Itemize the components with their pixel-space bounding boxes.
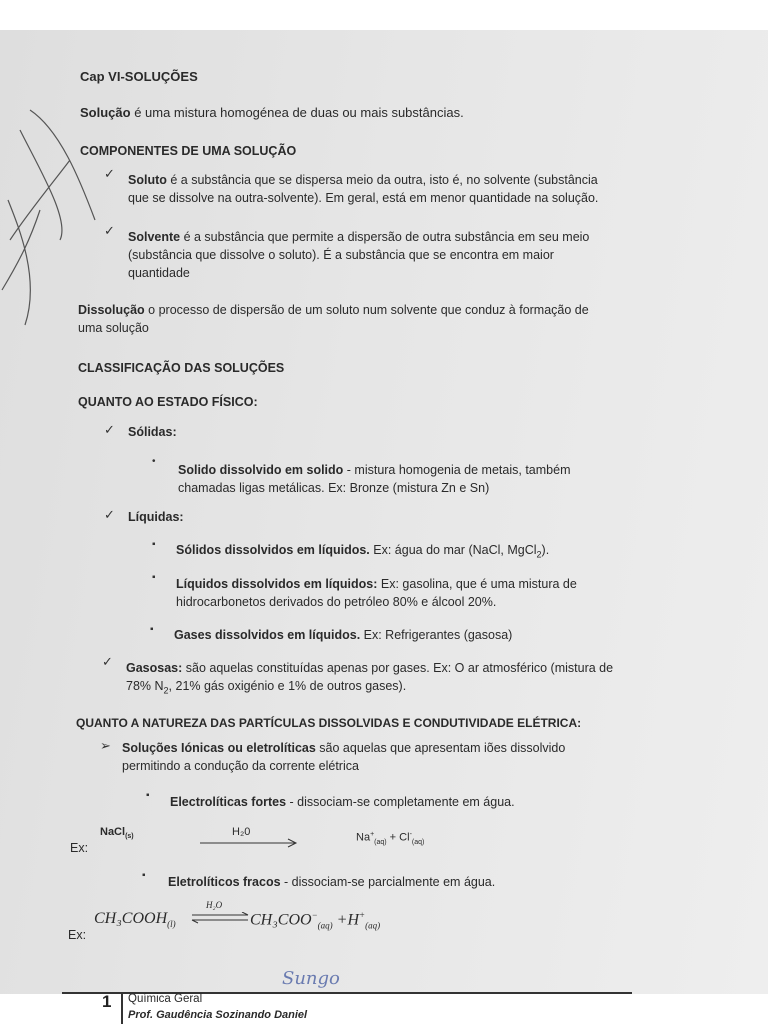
equilibrium-arrow bbox=[190, 912, 250, 924]
solvente-line1: Solvente é a substância que permite a dispersão de outra substância em seu meio bbox=[128, 230, 590, 244]
liquidas-item2-line2: hidrocarbonetos derivados do petróleo 80% e álcool 20%. bbox=[176, 595, 497, 609]
dissolucao-line2: uma solução bbox=[78, 321, 149, 335]
ionicas-line2: permitindo a condução da corrente elétrica bbox=[122, 759, 359, 773]
example1-reactant: NaCl$_{(s)}$ bbox=[100, 826, 134, 841]
liquidas-item1: Sólidos dissolvidos em líquidos. Ex: água do mar (NaCl, MgCl$_2$). bbox=[176, 543, 550, 560]
fortes-line: Electrolíticas fortes - dissociam-se completamente em água. bbox=[170, 795, 515, 809]
example2-solvent: H₂O bbox=[206, 900, 223, 910]
footer-course: Química Geral bbox=[128, 993, 203, 1005]
soluto-line2: que se dissolve na outra-solvente). Em geral, está em menor quantidade na solução. bbox=[128, 191, 599, 205]
solidas-item-line2: chamadas ligas metálicas. Ex: Bronze (mistura Zn e Sn) bbox=[178, 481, 490, 495]
page-number: 1 bbox=[102, 992, 112, 1011]
components-heading: COMPONENTES DE UMA SOLUÇÃO bbox=[80, 144, 297, 158]
solvente-line2: (substância que dissolve o soluto). É a substância que se encontra em maior bbox=[128, 248, 554, 262]
footer-separator bbox=[121, 992, 123, 1024]
fracos-line: Eletrolíticos fracos - dissociam-se parcialmente em água. bbox=[168, 875, 496, 889]
bullet-icon: ▪ bbox=[146, 790, 150, 801]
example1-solvent: H₂0 bbox=[232, 826, 251, 838]
example2-label: Ex: bbox=[68, 928, 87, 942]
check-icon: ✓ bbox=[102, 654, 113, 669]
bullet-icon: ▪ bbox=[150, 624, 154, 635]
check-icon: ✓ bbox=[104, 223, 115, 238]
gasosas-line1: Gasosas: são aquelas constituídas apenas por gases. Ex: O ar atmosférico (mistura de bbox=[126, 661, 614, 675]
page-title: Cap VI-SOLUÇÕES bbox=[80, 69, 198, 84]
check-icon: ✓ bbox=[104, 166, 115, 181]
example1-label: Ex: bbox=[70, 841, 89, 855]
gasosas-line2: 78% $N_2$, 21% gás oxigénio e 1% de outros gases). bbox=[126, 679, 407, 696]
solidas-label: Sólidas: bbox=[128, 425, 177, 439]
liquidas-label: Líquidas: bbox=[128, 510, 184, 524]
dissolucao-line1: Dissolução o processo de dispersão de um soluto num solvente que conduz à formação de bbox=[78, 303, 589, 317]
bullet-icon: ▪ bbox=[142, 870, 146, 881]
liquidas-item2-line1: Líquidos dissolvidos em líquidos: Ex: gasolina, que é uma mistura de bbox=[176, 577, 577, 591]
definition-line: Solução é uma mistura homogénea de duas ou mais substâncias. bbox=[80, 105, 464, 120]
document-page bbox=[0, 30, 768, 1021]
footer-professor: Prof. Gaudência Sozinando Daniel bbox=[128, 1009, 308, 1021]
arrow-bullet-icon: ➢ bbox=[100, 738, 111, 753]
reaction-arrow bbox=[200, 838, 300, 848]
handwritten-signature: Sungo bbox=[282, 968, 340, 989]
physical-state-heading: QUANTO AO ESTADO FÍSICO: bbox=[78, 395, 258, 409]
solidas-item-line1: Solido dissolvido em solido - mistura homogenia de metais, também bbox=[178, 463, 571, 477]
nature-heading: QUANTO A NATUREZA DAS PARTÍCULAS DISSOLVIDAS E CONDUTIVIDADE ELÉTRICA: bbox=[76, 716, 582, 730]
soluto-line1: Soluto é a substância que se dispersa meio da outra, isto é, no solvente (substância bbox=[128, 173, 598, 187]
ionicas-line1: Soluções Iónicas ou eletrolíticas são aquelas que apresentam iões dissolvido bbox=[122, 741, 566, 755]
example2-reactant: $CH_3COOH_{(l)}$ bbox=[94, 910, 176, 930]
bullet-icon: • bbox=[152, 456, 156, 467]
liquidas-item3: Gases dissolvidos em líquidos. Ex: Refrigerantes (gasosa) bbox=[174, 628, 513, 642]
bullet-icon: ▪ bbox=[152, 572, 156, 583]
example2-products: $CH_3COO^-_{(aq)} +H^+_{(aq)}$ bbox=[250, 910, 381, 931]
check-icon: ✓ bbox=[104, 507, 115, 522]
example1-products: $Na^+_{(aq)} + Cl^-_{(aq)}$ bbox=[356, 831, 425, 846]
check-icon: ✓ bbox=[104, 422, 115, 437]
bullet-icon: ▪ bbox=[152, 539, 156, 550]
solvente-line3: quantidade bbox=[128, 266, 190, 280]
classification-heading: CLASSIFICAÇÃO DAS SOLUÇÕES bbox=[78, 361, 285, 375]
